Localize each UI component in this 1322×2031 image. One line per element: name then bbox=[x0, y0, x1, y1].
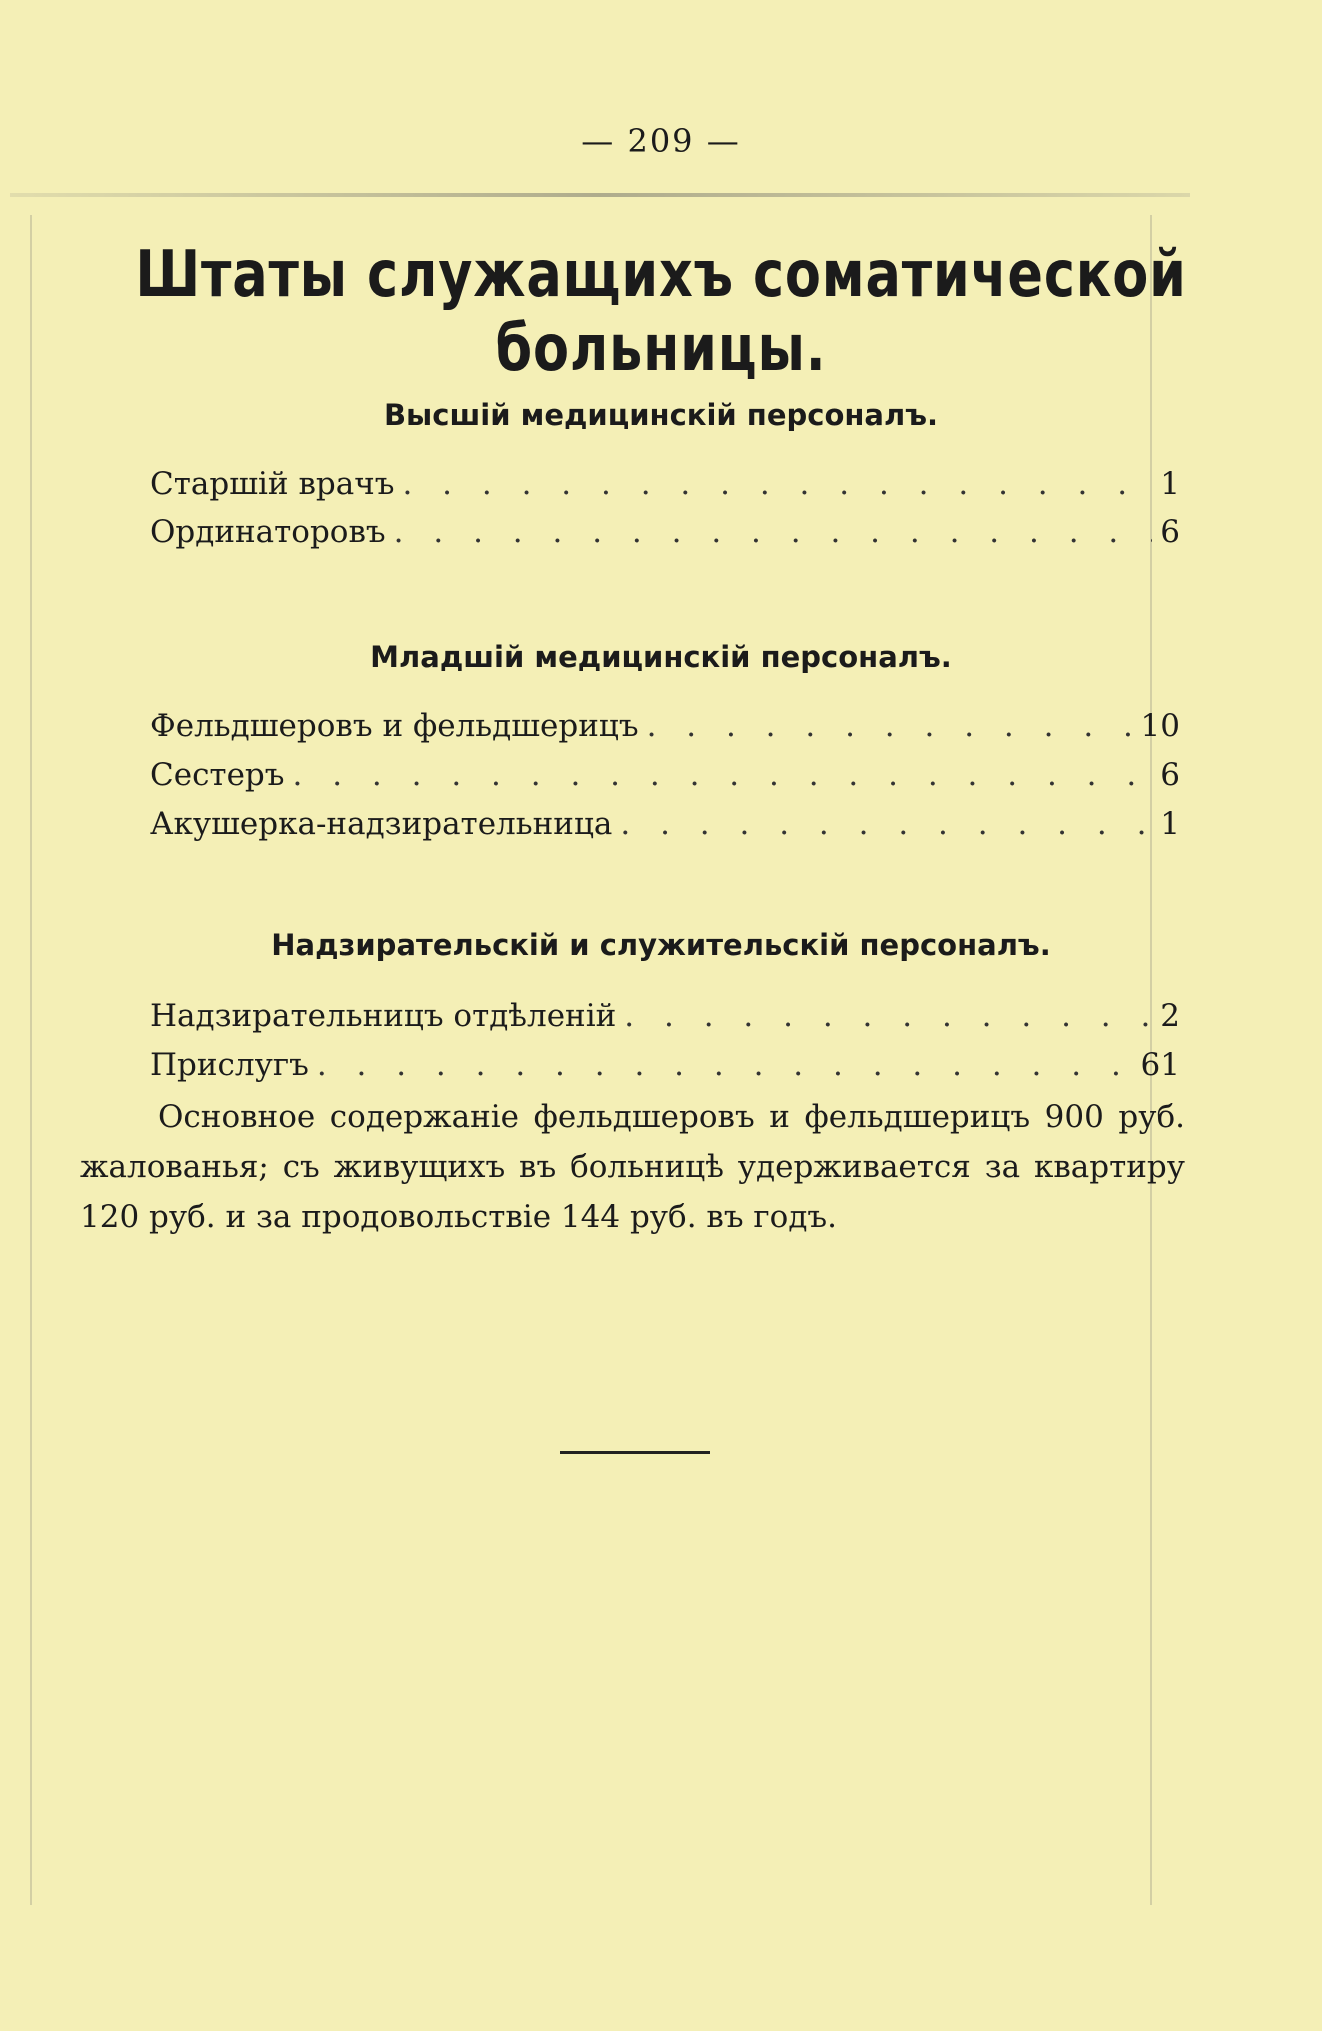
staff-row bbox=[150, 1047, 1180, 1091]
leader-dots bbox=[293, 757, 1153, 793]
leader-dots bbox=[620, 806, 1152, 842]
leader-dots bbox=[394, 514, 1152, 550]
staff-row bbox=[150, 708, 1180, 752]
page-border-left bbox=[30, 215, 32, 1905]
staff-row bbox=[150, 998, 1180, 1042]
staff-label: Сестеръ bbox=[150, 757, 285, 793]
leader-dots bbox=[624, 998, 1152, 1034]
staff-count: 1 bbox=[1160, 466, 1180, 502]
section-heading-supervisory-service: Надзирательскій и служительскій персоналъ. bbox=[271, 928, 1051, 962]
staff-row bbox=[150, 466, 1180, 510]
staff-row bbox=[150, 806, 1180, 850]
staff-label: Надзирательницъ отдѣленій bbox=[150, 998, 617, 1034]
staff-count: 10 bbox=[1140, 708, 1180, 744]
staff-count: 6 bbox=[1160, 514, 1180, 550]
staff-label: Ординаторовъ bbox=[150, 514, 386, 550]
staff-label: Фельдшеровъ и фельдшерицъ bbox=[150, 708, 639, 744]
staff-row bbox=[150, 757, 1180, 801]
section-heading-junior-medical: Младшій медицинскій персоналъ. bbox=[370, 640, 952, 674]
staff-row bbox=[150, 514, 1180, 558]
closing-rule bbox=[560, 1451, 710, 1454]
staff-label: Прислугъ bbox=[150, 1047, 309, 1083]
staff-count: 61 bbox=[1140, 1047, 1180, 1083]
leader-dots bbox=[647, 708, 1133, 744]
header-rule bbox=[10, 193, 1190, 197]
leader-dots bbox=[402, 466, 1152, 502]
section-heading-senior-medical: Высшій медицинскій персоналъ. bbox=[383, 398, 939, 432]
page-number: — 209 — bbox=[581, 122, 741, 160]
staff-count: 2 bbox=[1160, 998, 1180, 1034]
staff-count: 6 bbox=[1160, 757, 1180, 793]
staff-count: 1 bbox=[1160, 806, 1180, 842]
salary-note-paragraph: Основное содержаніе фельдшеровъ и фельдшерицъ 900 руб. жалованья; съ живущихъ въ больницѣ удерживается за квартиру 120 руб. и за продовольствіе 144 руб. въ годъ. bbox=[80, 1099, 1185, 1235]
page-title: Штаты служащихъ соматической больницы. bbox=[135, 238, 1187, 386]
leader-dots bbox=[317, 1047, 1133, 1083]
staff-label: Старшій врачъ bbox=[150, 466, 395, 502]
staff-label: Акушерка-надзирательница bbox=[150, 806, 613, 842]
